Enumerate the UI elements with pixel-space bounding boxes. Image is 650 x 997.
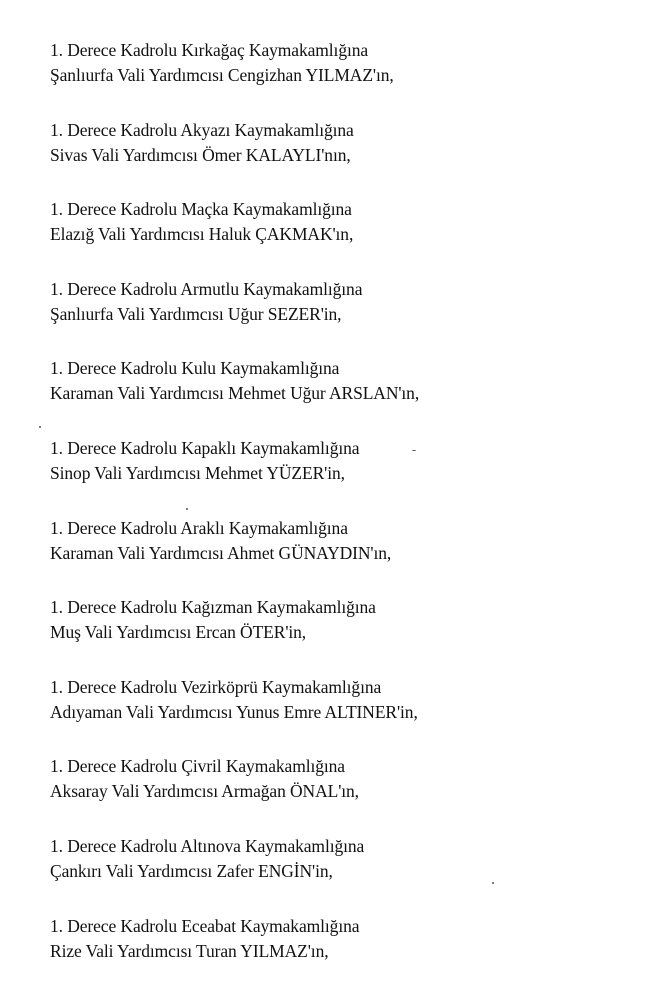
- post-line: 1. Derece Kadrolu Eceabat Kaymakamlığına: [50, 915, 360, 936]
- post-line: 1. Derece Kadrolu Vezirköprü Kaymakamlığına: [50, 676, 382, 697]
- scan-speck: [186, 508, 188, 510]
- person-line: Elazığ Vali Yardımcısı Haluk ÇAKMAK'ın,: [50, 224, 354, 245]
- person-line: Aksaray Vali Yardımcısı Armağan ÖNAL'ın,: [50, 781, 359, 802]
- appointment-entry: [50, 834, 610, 914]
- appointment-list: [50, 38, 610, 993]
- appointment-entry: [50, 197, 610, 277]
- scan-speck: [492, 882, 494, 884]
- person-line: Rize Vali Yardımcısı Turan YILMAZ'ın,: [50, 940, 329, 961]
- post-line: 1. Derece Kadrolu Armutlu Kaymakamlığına: [50, 278, 363, 299]
- person-line: Karaman Vali Yardımcısı Ahmet GÜNAYDIN'ın,: [50, 542, 392, 563]
- person-line: Karaman Vali Yardımcısı Mehmet Uğur ARSLAN'ın,: [50, 383, 420, 404]
- appointment-entry: [50, 356, 610, 436]
- appointment-entry: [50, 914, 610, 994]
- post-line: 1. Derece Kadrolu Altınova Kaymakamlığına: [50, 835, 365, 856]
- person-line: Şanlıurfa Vali Yardımcısı Uğur SEZER'in,: [50, 303, 342, 324]
- person-line: Çankırı Vali Yardımcısı Zafer ENGİN'in,: [50, 860, 333, 881]
- appointment-entry: [50, 754, 610, 834]
- post-line: 1. Derece Kadrolu Akyazı Kaymakamlığına: [50, 119, 354, 140]
- person-line: Sivas Vali Yardımcısı Ömer KALAYLI'nın,: [50, 144, 351, 165]
- scan-speck: [39, 426, 41, 428]
- person-line: Muş Vali Yardımcısı Ercan ÖTER'in,: [50, 622, 307, 643]
- appointment-entry: [50, 516, 610, 596]
- appointment-entry: [50, 436, 610, 516]
- person-line: Sinop Vali Yardımcısı Mehmet YÜZER'in,: [50, 462, 345, 483]
- appointment-entry: [50, 277, 610, 357]
- post-line: 1. Derece Kadrolu Kulu Kaymakamlığına: [50, 358, 340, 379]
- appointment-entry: [50, 595, 610, 675]
- appointment-entry: [50, 38, 610, 118]
- appointment-entry: [50, 118, 610, 198]
- scan-speck: [412, 450, 416, 451]
- post-line: 1. Derece Kadrolu Kapaklı Kaymakamlığına: [50, 437, 360, 458]
- post-line: 1. Derece Kadrolu Kırkağaç Kaymakamlığına: [50, 40, 369, 60]
- post-line: 1. Derece Kadrolu Araklı Kaymakamlığına: [50, 517, 348, 538]
- person-line: Şanlıurfa Vali Yardımcısı Cengizhan YILMAZ'ın,: [50, 65, 394, 85]
- post-line: 1. Derece Kadrolu Çivril Kaymakamlığına: [50, 756, 345, 777]
- post-line: 1. Derece Kadrolu Kağızman Kaymakamlığına: [50, 597, 376, 618]
- appointment-entry: [50, 675, 610, 755]
- post-line: 1. Derece Kadrolu Maçka Kaymakamlığına: [50, 199, 352, 220]
- person-line: Adıyaman Vali Yardımcısı Yunus Emre ALTINER'in,: [50, 701, 418, 722]
